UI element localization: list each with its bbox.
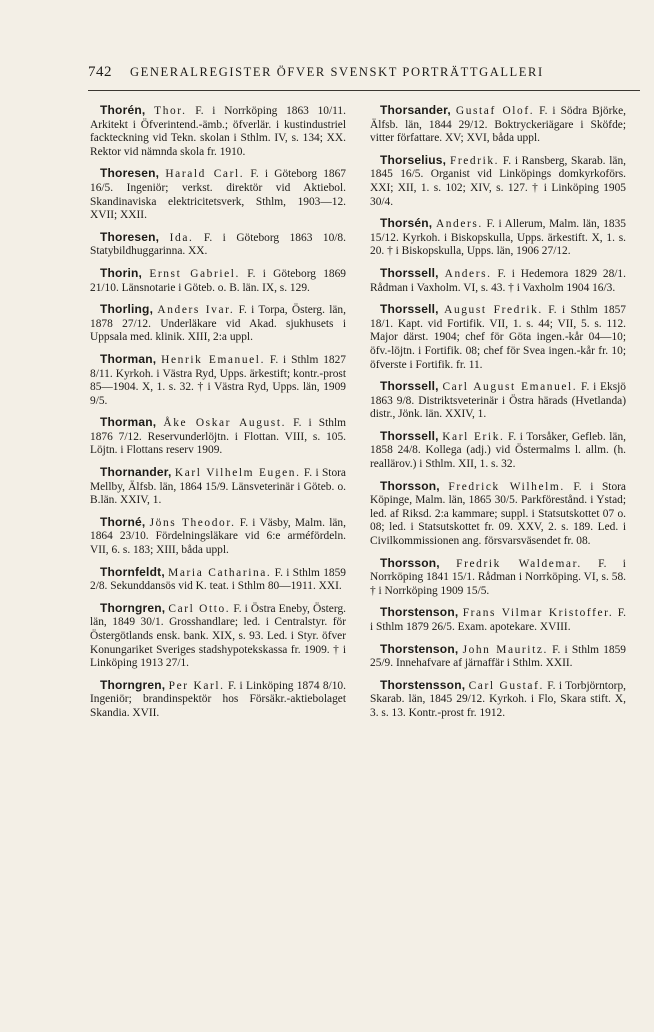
entry-surname: Thorling, (100, 302, 154, 317)
entry-text: F. i Göteborg 1869 21/10. Länsnotarie i Göteb. o. B. län. IX, s. 129. (90, 267, 346, 294)
entry-given-names: Anders. (435, 218, 483, 231)
entry-surname: Thorin, (100, 265, 143, 280)
entry-surname: Thorstensson, (380, 677, 466, 692)
page-number: 742 (88, 64, 112, 80)
entry-given-names: Karl Erik. (442, 430, 505, 443)
entry-given-names: Anders Ivar. (157, 304, 235, 317)
entry-given-names: Harald Carl. (165, 168, 245, 181)
entry-surname: Thorngren, (100, 677, 166, 692)
entry-surname: Thorssell, (380, 379, 439, 394)
entry-surname: Thorstenson, (380, 605, 459, 620)
entry-surname: Thorsson, (380, 478, 440, 493)
entry-given-names: John Mauritz. (462, 643, 548, 656)
entry-text: F. i Östra Eneby, Österg. län, 1849 30/1. Grosshandlare; led. i Centralstyr. för Östergötlands ensk. bank. XIX, s. 93. Led. i Styr. öfver Konungariket Sveriges stadshypotekskassa fr. 1909. † i Linköping 1913 27/1. (90, 602, 346, 670)
left-column (90, 104, 346, 729)
entry-given-names: Ernst Gabriel. (149, 267, 240, 280)
entry-surname: Thorsson, (380, 555, 440, 570)
entry-text: F. i Hedemora 1829 28/1. Rådman i Vaxholm. VI, s. 43. † i Vaxholm 1904 16/3. (370, 267, 626, 294)
register-entry (90, 566, 346, 594)
register-entry (370, 606, 626, 634)
header-rule (88, 90, 640, 91)
entry-given-names: Carl Gustaf. (468, 679, 544, 692)
entry-given-names: Jöns Theodor. (149, 516, 236, 529)
entry-surname: Thorssell, (380, 428, 439, 443)
entry-text: F. i Sthlm 1859 25/9. Innehafvare af järnaffär i Sthlm. XXII. (370, 643, 626, 670)
entry-given-names: Fredrik Waldemar. (456, 557, 582, 570)
register-entry (90, 516, 346, 558)
entry-text: F. i Sthlm 1876 7/12. Reservunderlöjtn. i Flottan. VIII, s. 105. Löjtn. i Flottans reserv 1909. (90, 417, 346, 457)
register-entry (90, 167, 346, 222)
entry-text: F. i Stora Mellby, Älfsb. län, 1864 15/9. Länsveterinär i Göteb. o. B.län. XXIV, 1. (90, 467, 346, 507)
entry-text: F. i Ransberg, Skarab. län, 1845 16/5. Organist vid Linköpings domkyrkoförs. XXI; XII, 1. s. 102; XIV, s. 127. † i Linköping 1905 30/4. (370, 154, 626, 208)
entry-given-names: Karl Vilhelm Eugen. (174, 467, 301, 480)
entry-surname: Thorsén, (380, 216, 433, 231)
right-column (370, 104, 626, 729)
page-header (88, 64, 608, 86)
entry-text: F. i Väsby, Malm. län, 1864 23/10. Fördelningsläkare vid 6:e arméfördeln. VII, 6. s. 183; XIII, båda uppl. (90, 516, 346, 557)
entry-text: F. i Stora Köpinge, Malm. län, 1865 30/5. Parkförestånd. i Ystad; led. af Riksd. 2:a kammare; suppl. i Statsutskottet 07 o. 08; led. i Statsutskottet fr. 09. XXV, 2. s. 189. Led. i Civilkommissionen ang. försvarsväsendet fr. 08. (370, 480, 626, 548)
register-entry (370, 104, 626, 146)
register-entry (370, 303, 626, 372)
entry-given-names: Gustaf Olof. (455, 105, 535, 117)
entry-surname: Thorsander, (380, 103, 451, 117)
entry-given-names: Åke Oskar August. (163, 417, 287, 430)
entry-surname: Thorselius, (380, 152, 447, 167)
entry-given-names: Per Karl. (168, 679, 225, 692)
register-entry (370, 154, 626, 209)
register-entry (90, 416, 346, 458)
entry-surname: Thoresen, (100, 229, 160, 244)
entry-surname: Thorné, (100, 514, 146, 529)
register-entry (90, 353, 346, 408)
register-entry (90, 104, 346, 159)
register-entry (370, 480, 626, 549)
register-entry (370, 679, 626, 721)
register-entry (370, 380, 626, 422)
register-entry (370, 217, 626, 259)
entry-surname: Thorman, (100, 415, 157, 430)
entry-given-names: Carl August Emanuel. (442, 381, 578, 394)
entry-given-names: Maria Catharina. (168, 566, 272, 579)
entry-given-names: Frans Vilmar Kristoffer. (462, 607, 614, 620)
running-title: GENERALREGISTER ÖFVER SVENSKT PORTRÄTTGALLERI (130, 65, 544, 79)
entry-text: F. i Göteborg 1867 16/5. Ingeniör; verkst. direktör vid Aktiebol. Skandinaviska elektricitetsverk, Sthlm, 1903—12. XVII; XXII. (90, 168, 347, 222)
entry-text: F. i Norrköping 1863 10/11. Arkitekt i Öfverintend.-ämb.; öfverlär. i kustindustriel fackteckning vid Tekn. skolan i Sthlm. IV, s. 134; XX. Rektor vid nämnda skola fr. 1910. (90, 105, 346, 158)
entry-surname: Thorssell, (380, 302, 439, 317)
register-entry (370, 430, 626, 472)
entry-text: F. i Torsåker, Gefleb. län, 1858 24/8. Kollega (adj.) vid Östermalms l. allm. (h. reallärov.) i Sthlm. XII, 1. s. 32. (370, 430, 626, 471)
register-entry (90, 303, 346, 345)
entry-text: F. i Södra Björke, Älfsb. län, 1844 29/12. Boktryckeriägare i Sköfde; vitter författare. XV; XVI, båda uppl. (370, 105, 626, 145)
entry-text: F. i Allerum, Malm. län, 1835 15/12. Kyrkoh. i Biskopskulla, Upps. ärkestift. X, 1. s. 20. † i Biskopskulla, Upps. län, 1906 27/12. (370, 218, 626, 258)
register-entry (90, 466, 346, 508)
entry-text: F. i Sthlm 1859 2/8. Sekunddansös vid K. teat. i Sthlm 80—1911. XXI. (90, 566, 346, 593)
entry-surname: Thornfeldt, (100, 564, 165, 579)
register-entry (90, 602, 346, 671)
entry-given-names: Fredrick Wilhelm. (448, 480, 565, 493)
entry-given-names: Fredrik. (449, 154, 500, 167)
register-entry (90, 679, 346, 721)
entry-given-names: Carl Otto. (168, 602, 231, 615)
entry-text: F. i Sthlm 1827 8/11. Kyrkoh. i Västra Ryd, Upps. ärkestift; kontr.-prost 85—1904. X, 1. s. 32. † i Västra Ryd, Upps. län, 1909 9/5. (90, 353, 346, 407)
entry-text: F. i Sthlm 1879 26/5. Exam. apotekare. XVIII. (370, 607, 626, 633)
register-entry (370, 643, 626, 671)
entry-given-names: August Fredrik. (444, 304, 543, 317)
entry-text: F. i Torpa, Österg. län, 1878 27/12. Underläkare vid Akad. sjukhusets i Uppsala med. klinik. XIII, 2:a uppl. (90, 304, 346, 344)
entry-given-names: Anders. (444, 267, 492, 280)
entry-surname: Thorman, (100, 351, 157, 366)
entry-text: F. i Norrköping 1841 15/1. Rådman i Norrköping. VI, s. 58. † i Norrköping 1909 15/5. (370, 557, 626, 597)
register-entry (370, 267, 626, 295)
entry-text: F. i Torbjörntorp, Skarab. län, 1845 29/12. Kyrkoh. i Flo, Skara stift. X, 3. s. 13. Kontr.-prost fr. 1912. (370, 679, 626, 719)
entry-text: F. i Sthlm 1857 18/1. Kapt. vid Fortifik. VII, 1. s. 44; VII, 5. s. 112. Major därst. 1904; chef för Göta ingen.-kår 04—10; öfv.-löjtn. i Fortifik. 08; chef för Svea ingen.-kår fr. 10; öfverste i Fortifik. fr. 11. (370, 304, 626, 371)
entry-text: F. i Linköping 1874 8/10. Ingeniör; brandinspektör hos Försäkr.-aktiebolaget Skandia. XVII. (90, 679, 346, 719)
entry-text: F. i Eksjö 1863 9/8. Distriktsveterinär i Östra härads (Hvetlanda) distr., Jönk. län. XXIV, 1. (370, 381, 626, 421)
entry-text: F. i Göteborg 1863 10/8. Statybildhuggarinna. XX. (90, 231, 346, 258)
register-entry (90, 267, 346, 295)
register-entry (90, 231, 346, 259)
entry-surname: Thorstenson, (380, 641, 459, 656)
entry-surname: Thorssell, (380, 265, 439, 280)
entry-surname: Thornander, (100, 465, 172, 480)
entry-given-names: Thor. (154, 105, 187, 117)
entry-surname: Thorén, (100, 103, 146, 117)
register-entry (370, 557, 626, 599)
entry-surname: Thorngren, (100, 600, 166, 615)
entry-surname: Thoresen, (100, 166, 160, 181)
entry-given-names: Ida. (169, 231, 194, 244)
entry-given-names: Henrik Emanuel. (161, 353, 266, 366)
